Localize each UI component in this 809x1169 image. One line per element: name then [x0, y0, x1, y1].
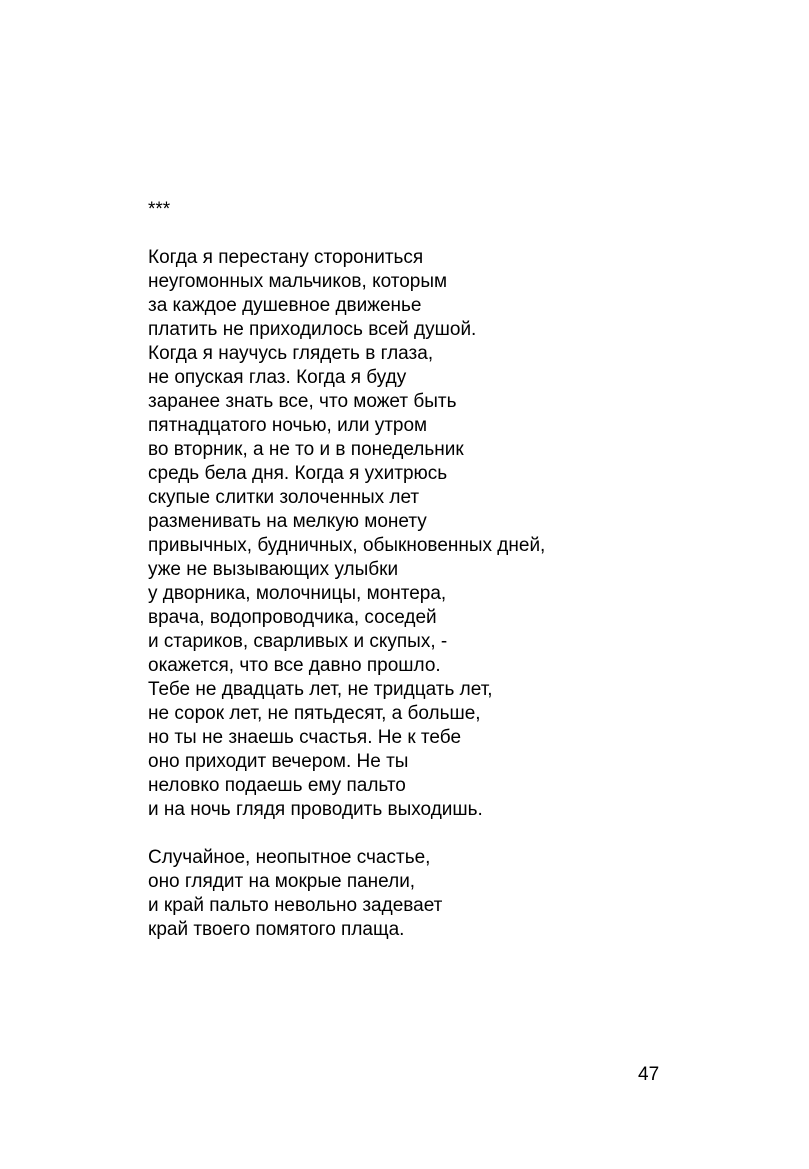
- poem-line: привычных, будничных, обыкновенных дней,: [148, 535, 546, 556]
- poem-line: и край пальто невольно задевает: [148, 895, 443, 916]
- poem-line: неугомонных мальчиков, которым: [148, 271, 448, 292]
- poem-line: Когда я научусь глядеть в глаза,: [148, 343, 434, 364]
- poem-line: неловко подаешь ему пальто: [148, 775, 406, 796]
- poem-line: скупые слитки золоченных лет: [148, 487, 420, 508]
- poem-line: Когда я перестану сторониться: [148, 247, 424, 268]
- poem-line: и стариков, сварливых и скупых, -: [148, 631, 448, 652]
- poem-line: за каждое душевное движенье: [148, 295, 422, 316]
- poem-line: оно глядит на мокрые панели,: [148, 871, 416, 892]
- poem-line: и на ночь глядя проводить выходишь.: [148, 799, 483, 820]
- poem-line: не сорок лет, не пятьдесят, а больше,: [148, 703, 481, 724]
- poem-line: заранее знать все, что может быть: [148, 391, 457, 412]
- section-separator: ***: [148, 199, 171, 220]
- poem: [148, 198, 768, 942]
- poem-line: уже не вызывающих улыбки: [148, 559, 399, 580]
- stanza-2: [148, 846, 768, 942]
- poem-line: Случайное, неопытное счастье,: [148, 847, 431, 868]
- poem-line: Тебе не двадцать лет, не тридцать лет,: [148, 679, 493, 700]
- poem-line: врача, водопроводчика, соседей: [148, 607, 437, 628]
- stanza-1: [148, 246, 768, 822]
- poem-line: платить не приходилось всей душой.: [148, 319, 477, 340]
- poem-line: пятнадцатого ночью, или утром: [148, 415, 428, 436]
- poem-line: во вторник, а не то и в понедельник: [148, 439, 464, 460]
- poem-line: но ты не знаешь счастья. Не к тебе: [148, 727, 462, 748]
- page-number: 47: [638, 1064, 660, 1085]
- poem-line: край твоего помятого плаща.: [148, 919, 405, 940]
- poem-line: окажется, что все давно прошло.: [148, 655, 441, 676]
- poem-line: средь бела дня. Когда я ухитрюсь: [148, 463, 448, 484]
- poem-line: разменивать на мелкую монету: [148, 511, 427, 532]
- poem-line: не опуская глаз. Когда я буду: [148, 367, 407, 388]
- poem-line: у дворника, молочницы, монтера,: [148, 583, 447, 604]
- poem-line: оно приходит вечером. Не ты: [148, 751, 409, 772]
